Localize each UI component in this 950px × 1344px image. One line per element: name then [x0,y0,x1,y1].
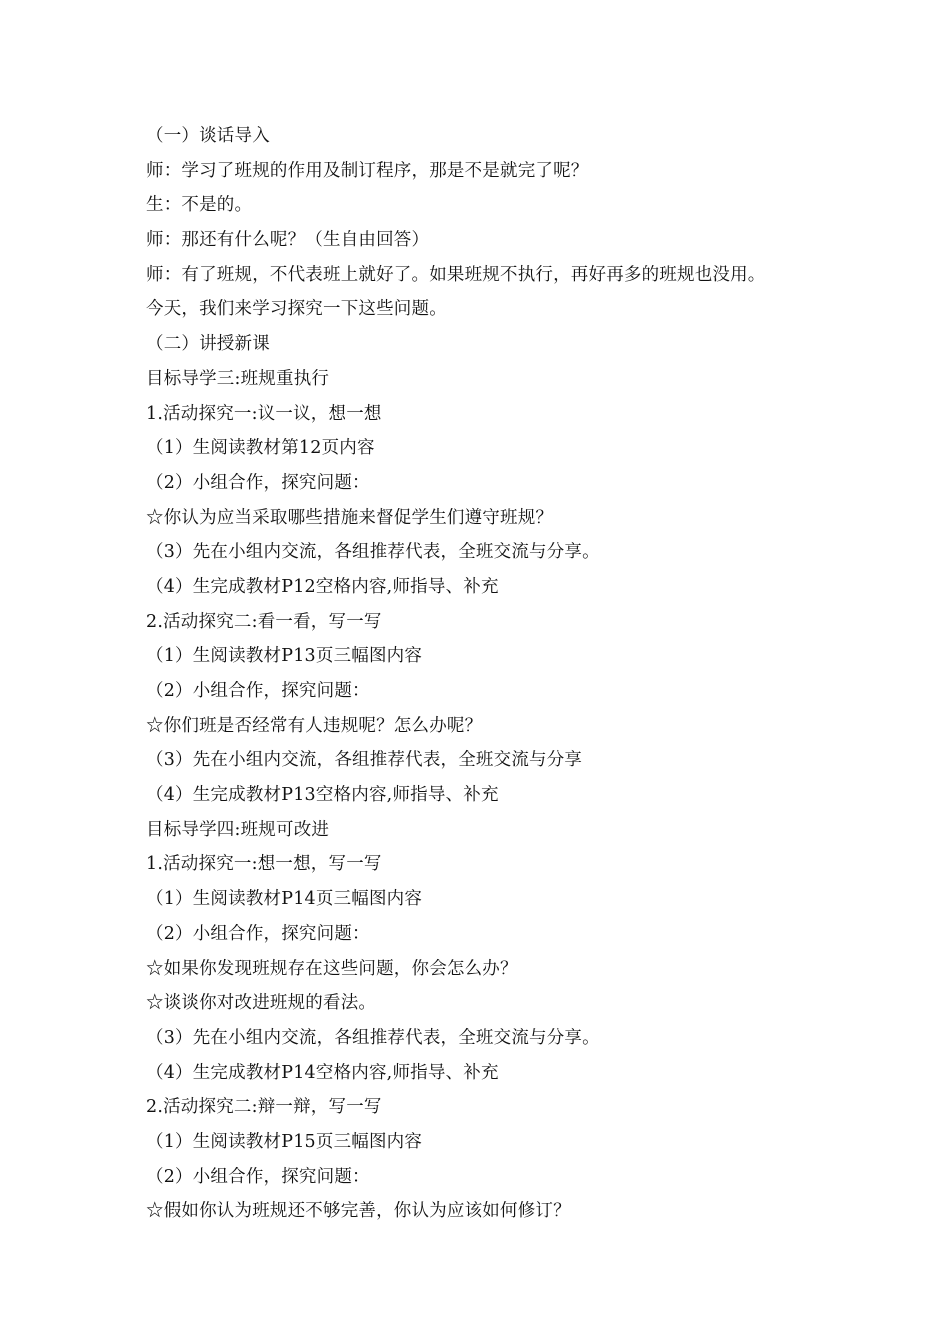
question-item: ☆你认为应当采取哪些措施来督促学生们遵守班规？ [146,507,554,528]
activity-heading: 2.活动探究二:看一看，写一写 [146,611,382,632]
list-item: （2）小组合作，探究问题： [146,923,370,944]
paragraph-line: 师：那还有什么呢？（生自由回答） [146,230,430,251]
paragraph-line: 今天，我们来学习探究一下这些问题。 [146,299,447,320]
list-item: （1）生阅读教材第12页内容 [146,438,375,459]
activity-heading: 1.活动探究一:议一议，想一想 [146,403,382,424]
activity-heading: 1.活动探究一:想一想，写一写 [146,854,382,875]
list-item: （2）小组合作，探究问题： [146,1166,370,1187]
question-item: ☆如果你发现班规存在这些问题，你会怎么办？ [146,958,518,979]
goal-heading-four: 目标导学四:班规可改进 [146,819,330,840]
goal-heading-three: 目标导学三:班规重执行 [146,368,330,389]
activity-heading: 2.活动探究二:辩一辩，写一写 [146,1097,382,1118]
paragraph-line: 师：学习了班规的作用及制订程序，那是不是就完了呢？ [146,160,589,181]
list-item: （3）先在小组内交流，各组推荐代表，全班交流与分享。 [146,542,600,563]
list-item: （4）生完成教材P14空格内容,师指导、补充 [146,1062,499,1083]
list-item: （4）生完成教材P13空格内容,师指导、补充 [146,785,499,806]
section-heading-new-lesson: （二）讲授新课 [146,334,270,355]
list-item: （2）小组合作，探究问题： [146,472,370,493]
list-item: （1）生阅读教材P14页三幅图内容 [146,889,423,910]
list-item: （1）生阅读教材P15页三幅图内容 [146,1131,423,1152]
list-item: （4）生完成教材P12空格内容,师指导、补充 [146,576,499,597]
document-body [146,119,846,1229]
list-item: （1）生阅读教材P13页三幅图内容 [146,646,423,667]
list-item: （3）先在小组内交流，各组推荐代表，全班交流与分享 [146,750,583,771]
section-heading-intro: （一）谈话导入 [146,126,270,146]
list-item: （2）小组合作，探究问题： [146,681,370,701]
paragraph-line: 生：不是的。 [146,195,253,216]
list-item: （3）先在小组内交流，各组推荐代表，全班交流与分享。 [146,1027,600,1048]
question-item: ☆你们班是否经常有人违规呢？怎么办呢？ [146,715,483,736]
paragraph-line: 师：有了班规，不代表班上就好了。如果班规不执行，再好再多的班规也没用。 [146,264,766,285]
question-item: ☆谈谈你对改进班规的看法。 [146,993,377,1014]
question-item: ☆假如你认为班规还不够完善，你认为应该如何修订？ [146,1201,571,1222]
